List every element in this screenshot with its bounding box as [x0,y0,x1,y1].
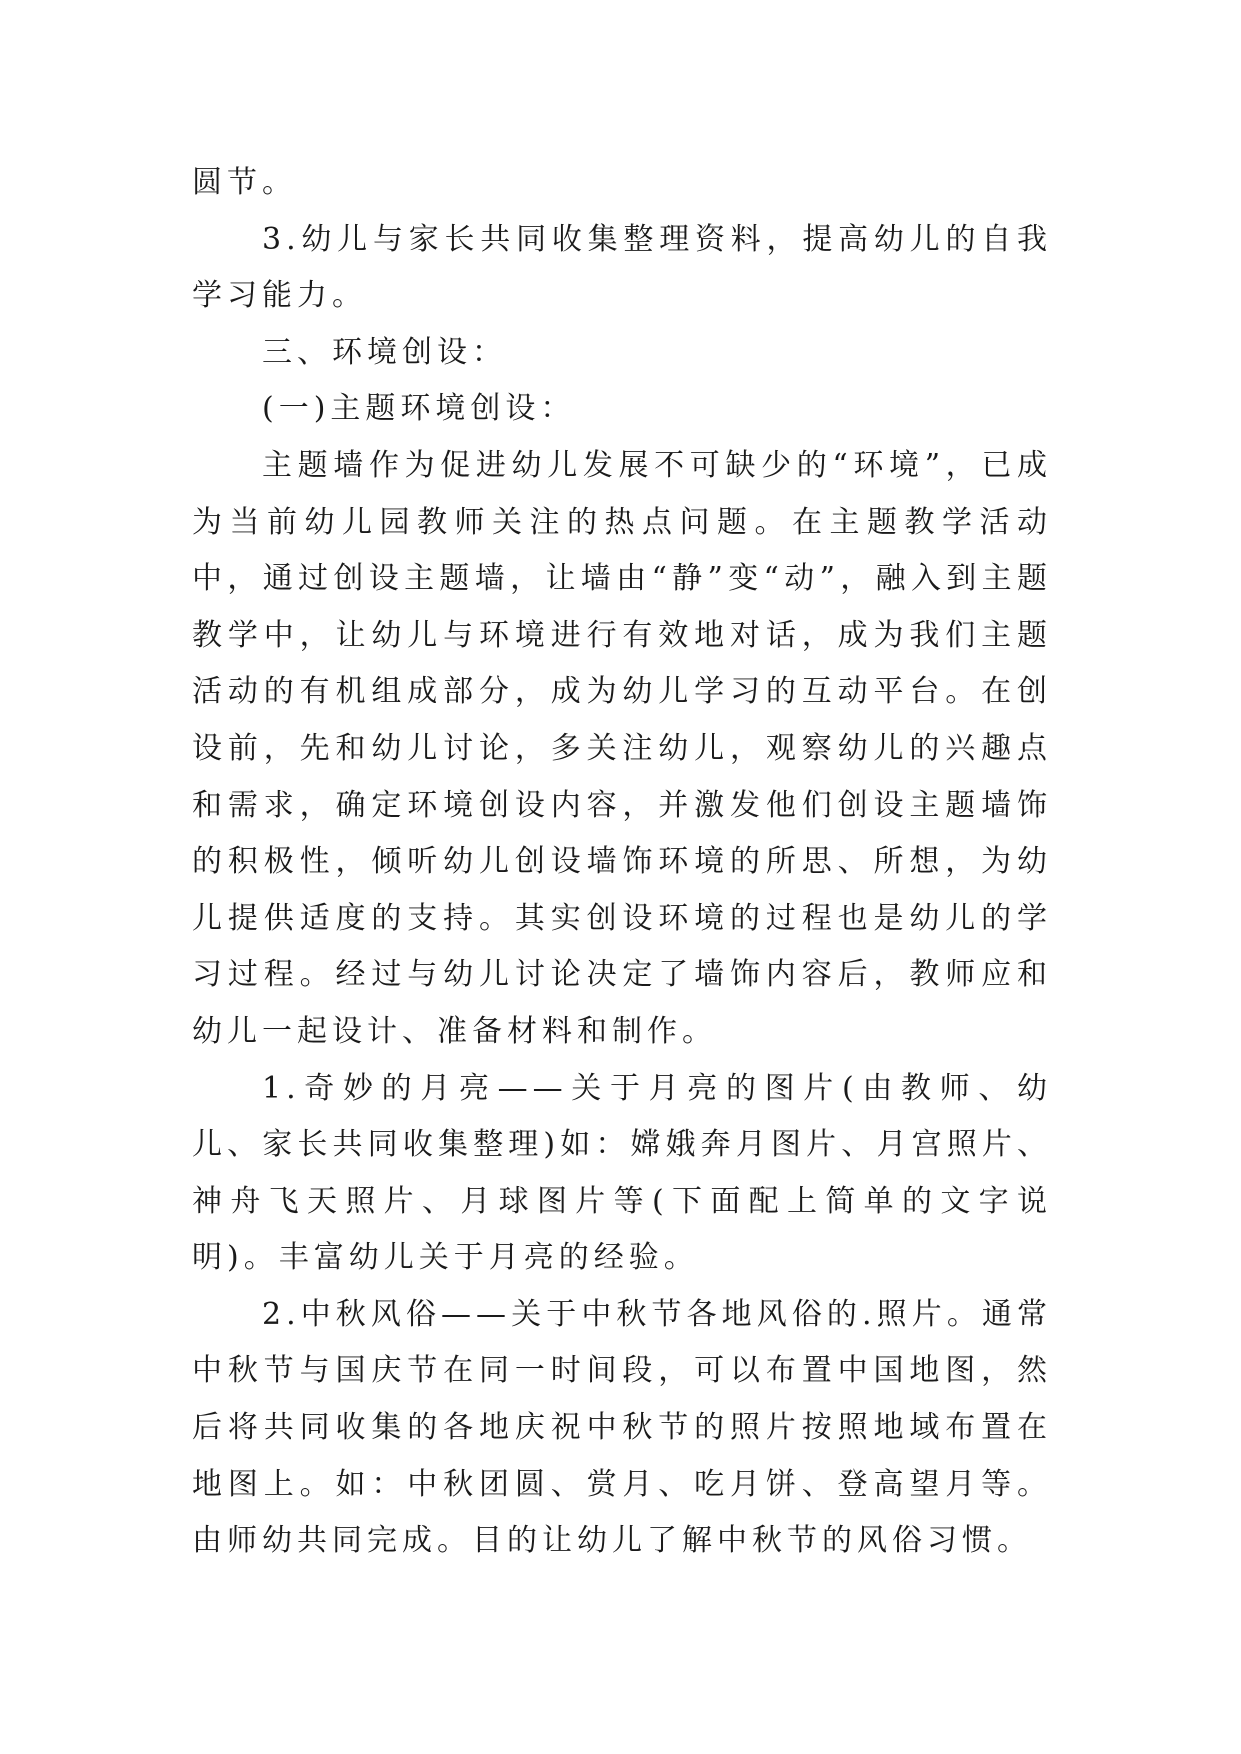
paragraph-item-2-customs: 2.中秋风俗——关于中秋节各地风俗的.照片。通常中秋节与国庆节在同一时间段，可以布置中国地图，然后将共同收集的各地庆祝中秋节的照片按照地域布置在地图上。如：中秋团圆、赏月、吃月饼、登高望月等。由师幼共同完成。目的让幼儿了解中秋节的风俗习惯。 [192,1296,1052,1559]
paragraph-continuation: 圆节。 [192,165,297,200]
document-body [192,155,1052,1570]
paragraph-item-1-moon: 1.奇妙的月亮——关于月亮的图片(由教师、幼儿、家长共同收集整理)如：嫦娥奔月图片、月宫照片、神舟飞天照片、月球图片等(下面配上简单的文字说明)。丰富幼儿关于月亮的经验。 [192,1070,1052,1276]
paragraph-theme-wall: 主题墙作为促进幼儿发展不可缺少的“环境”，已成为当前幼儿园教师关注的热点问题。在主题教学活动中，通过创设主题墙，让墙由“静”变“动”，融入到主题教学中，让幼儿与环境进行有效地对话，成为我们主题活动的有机组成部分，成为幼儿学习的互动平台。在创设前，先和幼儿讨论，多关注幼儿，观察幼儿的兴趣点和需求，确定环境创设内容，并激发他们创设主题墙饰的积极性，倾听幼儿创设墙饰环境的所思、所想，为幼儿提供适度的支持。其实创设环境的过程也是幼儿的学习过程。经过与幼儿讨论决定了墙饰内容后，教师应和幼儿一起设计、准备材料和制作。 [192,447,1052,1049]
paragraph-item-3-materials: 3.幼儿与家长共同收集整理资料，提高幼儿的自我学习能力。 [192,221,1052,314]
section-heading-environment: 三、环境创设： [262,334,507,370]
subsection-heading-theme-environment: (一)主题环境创设： [262,391,576,427]
